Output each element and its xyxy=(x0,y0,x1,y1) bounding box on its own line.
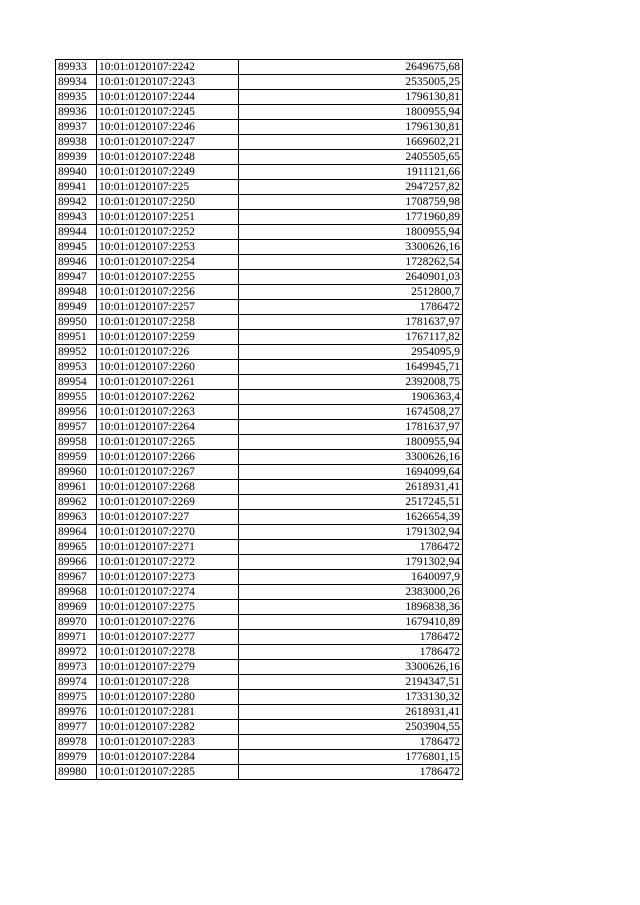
table-row xyxy=(56,570,463,585)
cadastral-number-cell: 10:01:0120107:2261 xyxy=(97,375,239,390)
table-row xyxy=(56,735,463,750)
cadastral-number-cell: 10:01:0120107:2274 xyxy=(97,585,239,600)
cadastral-value-cell: 2618931,41 xyxy=(239,705,463,720)
row-number-cell: 89934 xyxy=(56,75,97,90)
cadastral-value-cell: 2503904,55 xyxy=(239,720,463,735)
table-row xyxy=(56,300,463,315)
cadastral-value-cell: 1791302,94 xyxy=(239,555,463,570)
row-number-cell: 89937 xyxy=(56,120,97,135)
cadastral-value-cell: 1640097,9 xyxy=(239,570,463,585)
cadastral-number-cell: 10:01:0120107:2268 xyxy=(97,480,239,495)
cadastral-number-cell: 10:01:0120107:2245 xyxy=(97,105,239,120)
table-row xyxy=(56,90,463,105)
cadastral-value-cell: 1786472 xyxy=(239,765,463,780)
cadastral-number-cell: 10:01:0120107:2267 xyxy=(97,465,239,480)
table-row xyxy=(56,75,463,90)
row-number-cell: 89952 xyxy=(56,345,97,360)
row-number-cell: 89949 xyxy=(56,300,97,315)
cadastral-value-cell: 1911121,66 xyxy=(239,165,463,180)
table-row xyxy=(56,210,463,225)
cadastral-number-cell: 10:01:0120107:2246 xyxy=(97,120,239,135)
table-row xyxy=(56,375,463,390)
table-row xyxy=(56,540,463,555)
row-number-cell: 89950 xyxy=(56,315,97,330)
cadastral-number-cell: 10:01:0120107:2254 xyxy=(97,255,239,270)
cadastral-value-cell: 1786472 xyxy=(239,540,463,555)
cadastral-number-cell: 10:01:0120107:225 xyxy=(97,180,239,195)
cadastral-value-cell: 1800955,94 xyxy=(239,225,463,240)
cadastral-value-cell: 2954095,9 xyxy=(239,345,463,360)
cadastral-value-cell: 1796130,81 xyxy=(239,120,463,135)
cadastral-number-cell: 10:01:0120107:2255 xyxy=(97,270,239,285)
row-number-cell: 89947 xyxy=(56,270,97,285)
table-row xyxy=(56,150,463,165)
cadastral-value-cell: 1906363,4 xyxy=(239,390,463,405)
cadastral-value-cell: 1776801,15 xyxy=(239,750,463,765)
table-row xyxy=(56,630,463,645)
row-number-cell: 89963 xyxy=(56,510,97,525)
cadastral-number-cell: 10:01:0120107:2285 xyxy=(97,765,239,780)
cadastral-value-table xyxy=(55,59,463,780)
cadastral-number-cell: 10:01:0120107:2280 xyxy=(97,690,239,705)
cadastral-number-cell: 10:01:0120107:2249 xyxy=(97,165,239,180)
row-number-cell: 89960 xyxy=(56,465,97,480)
table-row xyxy=(56,690,463,705)
row-number-cell: 89973 xyxy=(56,660,97,675)
row-number-cell: 89959 xyxy=(56,450,97,465)
row-number-cell: 89968 xyxy=(56,585,97,600)
row-number-cell: 89974 xyxy=(56,675,97,690)
cadastral-number-cell: 10:01:0120107:2282 xyxy=(97,720,239,735)
table-row xyxy=(56,420,463,435)
cadastral-number-cell: 10:01:0120107:2257 xyxy=(97,300,239,315)
table-row xyxy=(56,525,463,540)
cadastral-value-cell: 2517245,51 xyxy=(239,495,463,510)
table-row xyxy=(56,495,463,510)
row-number-cell: 89979 xyxy=(56,750,97,765)
cadastral-number-cell: 10:01:0120107:2252 xyxy=(97,225,239,240)
table-row xyxy=(56,645,463,660)
cadastral-value-cell: 1786472 xyxy=(239,645,463,660)
row-number-cell: 89969 xyxy=(56,600,97,615)
table-row xyxy=(56,390,463,405)
row-number-cell: 89957 xyxy=(56,420,97,435)
table-row xyxy=(56,720,463,735)
cadastral-number-cell: 10:01:0120107:2250 xyxy=(97,195,239,210)
cadastral-number-cell: 10:01:0120107:2242 xyxy=(97,60,239,75)
cadastral-value-cell: 1781637,97 xyxy=(239,420,463,435)
cadastral-number-cell: 10:01:0120107:2259 xyxy=(97,330,239,345)
table-row xyxy=(56,285,463,300)
row-number-cell: 89964 xyxy=(56,525,97,540)
table-row xyxy=(56,765,463,780)
row-number-cell: 89961 xyxy=(56,480,97,495)
table-row xyxy=(56,330,463,345)
cadastral-value-cell: 2383000,26 xyxy=(239,585,463,600)
row-number-cell: 89977 xyxy=(56,720,97,735)
table-row xyxy=(56,225,463,240)
row-number-cell: 89966 xyxy=(56,555,97,570)
cadastral-number-cell: 10:01:0120107:2283 xyxy=(97,735,239,750)
table-row xyxy=(56,240,463,255)
cadastral-number-cell: 10:01:0120107:2284 xyxy=(97,750,239,765)
row-number-cell: 89943 xyxy=(56,210,97,225)
cadastral-number-cell: 10:01:0120107:2269 xyxy=(97,495,239,510)
cadastral-number-cell: 10:01:0120107:2263 xyxy=(97,405,239,420)
row-number-cell: 89955 xyxy=(56,390,97,405)
cadastral-value-cell: 1800955,94 xyxy=(239,105,463,120)
table-row xyxy=(56,135,463,150)
cadastral-number-cell: 10:01:0120107:2247 xyxy=(97,135,239,150)
table-row xyxy=(56,465,463,480)
cadastral-value-cell: 1669602,21 xyxy=(239,135,463,150)
row-number-cell: 89972 xyxy=(56,645,97,660)
cadastral-value-cell: 1626654,39 xyxy=(239,510,463,525)
row-number-cell: 89939 xyxy=(56,150,97,165)
row-number-cell: 89980 xyxy=(56,765,97,780)
cadastral-value-cell: 1786472 xyxy=(239,735,463,750)
table-row xyxy=(56,165,463,180)
table-row xyxy=(56,705,463,720)
cadastral-value-cell: 1674508,27 xyxy=(239,405,463,420)
cadastral-number-cell: 10:01:0120107:2273 xyxy=(97,570,239,585)
cadastral-value-cell: 1767117,82 xyxy=(239,330,463,345)
table-row xyxy=(56,105,463,120)
cadastral-value-cell: 2512800,7 xyxy=(239,285,463,300)
cadastral-number-cell: 10:01:0120107:2258 xyxy=(97,315,239,330)
cadastral-value-cell: 1786472 xyxy=(239,300,463,315)
cadastral-number-cell: 10:01:0120107:2260 xyxy=(97,360,239,375)
cadastral-value-cell: 2392008,75 xyxy=(239,375,463,390)
row-number-cell: 89938 xyxy=(56,135,97,150)
table-row xyxy=(56,555,463,570)
table-row xyxy=(56,480,463,495)
cadastral-number-cell: 10:01:0120107:2251 xyxy=(97,210,239,225)
row-number-cell: 89945 xyxy=(56,240,97,255)
table-row xyxy=(56,600,463,615)
row-number-cell: 89965 xyxy=(56,540,97,555)
table-row xyxy=(56,270,463,285)
row-number-cell: 89940 xyxy=(56,165,97,180)
cadastral-value-cell: 1679410,89 xyxy=(239,615,463,630)
cadastral-value-cell: 3300626,16 xyxy=(239,240,463,255)
cadastral-number-cell: 10:01:0120107:2248 xyxy=(97,150,239,165)
table-row xyxy=(56,510,463,525)
row-number-cell: 89948 xyxy=(56,285,97,300)
cadastral-number-cell: 10:01:0120107:226 xyxy=(97,345,239,360)
cadastral-number-cell: 10:01:0120107:227 xyxy=(97,510,239,525)
cadastral-value-cell: 2535005,25 xyxy=(239,75,463,90)
row-number-cell: 89958 xyxy=(56,435,97,450)
cadastral-value-cell: 1781637,97 xyxy=(239,315,463,330)
table-row xyxy=(56,120,463,135)
table-row xyxy=(56,255,463,270)
cadastral-number-cell: 10:01:0120107:2266 xyxy=(97,450,239,465)
cadastral-number-cell: 10:01:0120107:228 xyxy=(97,675,239,690)
cadastral-number-cell: 10:01:0120107:2264 xyxy=(97,420,239,435)
cadastral-number-cell: 10:01:0120107:2262 xyxy=(97,390,239,405)
cadastral-number-cell: 10:01:0120107:2272 xyxy=(97,555,239,570)
row-number-cell: 89978 xyxy=(56,735,97,750)
cadastral-value-cell: 2194347,51 xyxy=(239,675,463,690)
cadastral-number-cell: 10:01:0120107:2271 xyxy=(97,540,239,555)
cadastral-value-cell: 1896838,36 xyxy=(239,600,463,615)
row-number-cell: 89975 xyxy=(56,690,97,705)
row-number-cell: 89956 xyxy=(56,405,97,420)
table-body xyxy=(56,60,463,780)
table-row xyxy=(56,750,463,765)
table-row xyxy=(56,195,463,210)
cadastral-value-cell: 2618931,41 xyxy=(239,480,463,495)
cadastral-value-cell: 1649945,71 xyxy=(239,360,463,375)
table-row xyxy=(56,315,463,330)
table-row xyxy=(56,450,463,465)
cadastral-number-cell: 10:01:0120107:2278 xyxy=(97,645,239,660)
cadastral-value-cell: 2649675,68 xyxy=(239,60,463,75)
cadastral-value-cell: 1800955,94 xyxy=(239,435,463,450)
table-row xyxy=(56,180,463,195)
row-number-cell: 89976 xyxy=(56,705,97,720)
row-number-cell: 89936 xyxy=(56,105,97,120)
row-number-cell: 89944 xyxy=(56,225,97,240)
row-number-cell: 89933 xyxy=(56,60,97,75)
row-number-cell: 89970 xyxy=(56,615,97,630)
table-row xyxy=(56,345,463,360)
row-number-cell: 89941 xyxy=(56,180,97,195)
cadastral-number-cell: 10:01:0120107:2279 xyxy=(97,660,239,675)
row-number-cell: 89942 xyxy=(56,195,97,210)
cadastral-value-cell: 3300626,16 xyxy=(239,450,463,465)
table-row xyxy=(56,585,463,600)
cadastral-number-cell: 10:01:0120107:2265 xyxy=(97,435,239,450)
row-number-cell: 89967 xyxy=(56,570,97,585)
cadastral-number-cell: 10:01:0120107:2253 xyxy=(97,240,239,255)
cadastral-value-cell: 1728262,54 xyxy=(239,255,463,270)
table-row xyxy=(56,675,463,690)
cadastral-value-cell: 1786472 xyxy=(239,630,463,645)
cadastral-value-cell: 1708759,98 xyxy=(239,195,463,210)
table-row xyxy=(56,360,463,375)
table-row xyxy=(56,405,463,420)
cadastral-value-cell: 2405505,65 xyxy=(239,150,463,165)
cadastral-number-cell: 10:01:0120107:2270 xyxy=(97,525,239,540)
row-number-cell: 89953 xyxy=(56,360,97,375)
cadastral-number-cell: 10:01:0120107:2276 xyxy=(97,615,239,630)
table-row xyxy=(56,615,463,630)
cadastral-value-cell: 1694099,64 xyxy=(239,465,463,480)
row-number-cell: 89951 xyxy=(56,330,97,345)
cadastral-number-cell: 10:01:0120107:2244 xyxy=(97,90,239,105)
cadastral-value-cell: 1733130,32 xyxy=(239,690,463,705)
row-number-cell: 89962 xyxy=(56,495,97,510)
table-row xyxy=(56,660,463,675)
cadastral-value-cell: 2640901,03 xyxy=(239,270,463,285)
cadastral-value-cell: 1791302,94 xyxy=(239,525,463,540)
cadastral-value-cell: 1796130,81 xyxy=(239,90,463,105)
cadastral-value-cell: 3300626,16 xyxy=(239,660,463,675)
cadastral-value-cell: 1771960,89 xyxy=(239,210,463,225)
table-row xyxy=(56,435,463,450)
row-number-cell: 89954 xyxy=(56,375,97,390)
row-number-cell: 89971 xyxy=(56,630,97,645)
cadastral-number-cell: 10:01:0120107:2275 xyxy=(97,600,239,615)
cadastral-number-cell: 10:01:0120107:2277 xyxy=(97,630,239,645)
row-number-cell: 89946 xyxy=(56,255,97,270)
cadastral-number-cell: 10:01:0120107:2243 xyxy=(97,75,239,90)
cadastral-value-cell: 2947257,82 xyxy=(239,180,463,195)
cadastral-number-cell: 10:01:0120107:2256 xyxy=(97,285,239,300)
row-number-cell: 89935 xyxy=(56,90,97,105)
cadastral-number-cell: 10:01:0120107:2281 xyxy=(97,705,239,720)
table-row xyxy=(56,60,463,75)
